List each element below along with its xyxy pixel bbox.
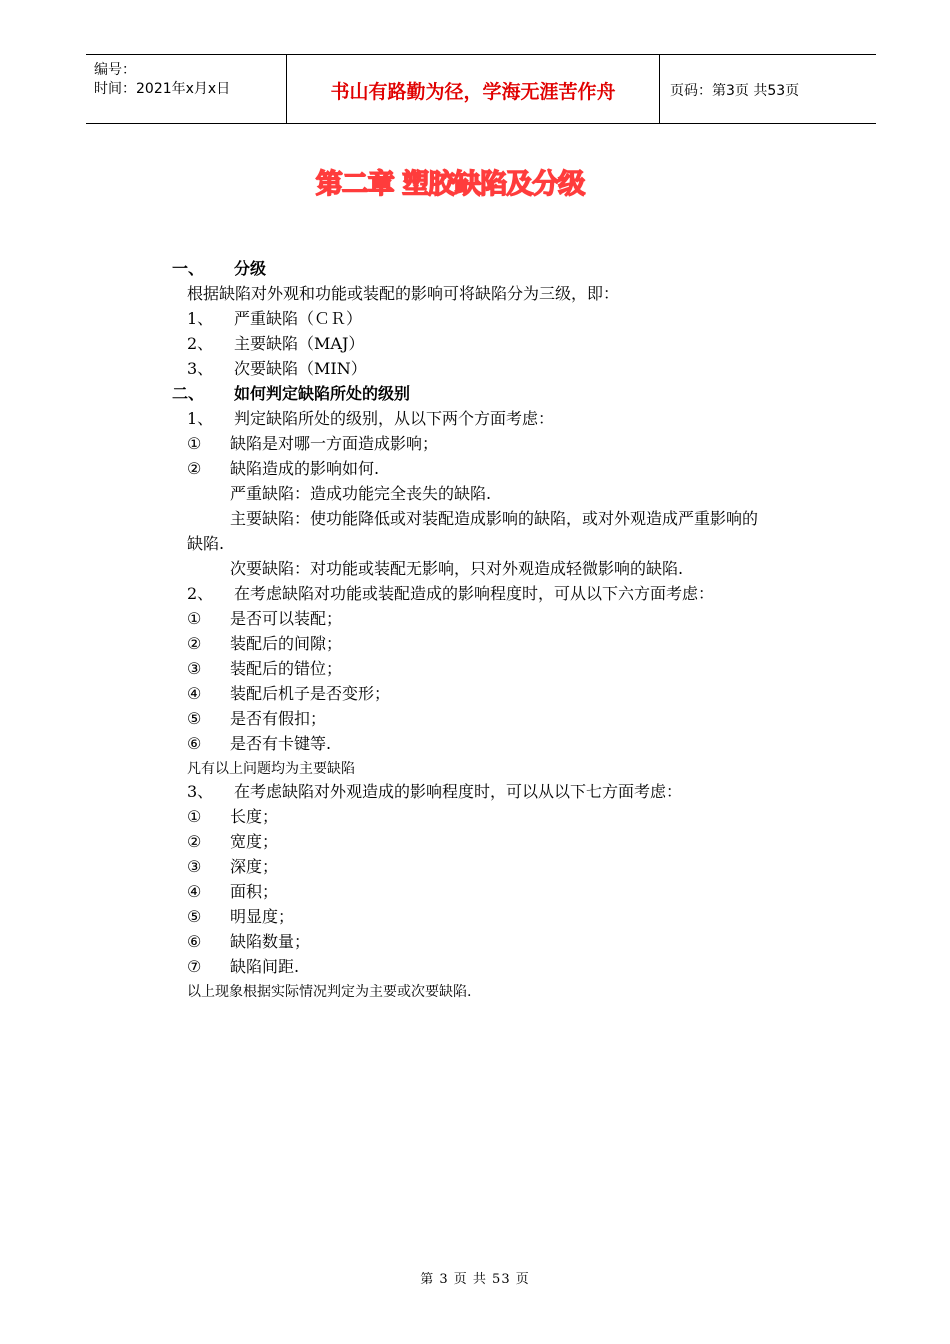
section-2-number: 二、 bbox=[172, 384, 205, 403]
list-item-number: ① bbox=[187, 609, 202, 628]
definition-major-line-2: 缺陷. bbox=[187, 534, 225, 553]
list-item-number: ② bbox=[187, 459, 202, 478]
header-motto: 书山有路勤为径，学海无涯苦作舟 bbox=[330, 81, 616, 103]
point-3-number: 3、 bbox=[187, 782, 214, 801]
list-item-number: ③ bbox=[187, 659, 202, 678]
list-item-number: ① bbox=[187, 434, 202, 453]
point-3-text: 在考虑缺陷对外观造成的影响程度时，可以从以下七方面考虑： bbox=[234, 782, 683, 801]
list-item-text: 缺陷造成的影响如何. bbox=[230, 459, 380, 478]
point-2-note: 凡有以上问题均为主要缺陷 bbox=[187, 761, 355, 777]
list-item-text: 是否可以装配； bbox=[230, 609, 343, 628]
level-item-text: 主要缺陷（MAJ） bbox=[234, 334, 365, 353]
section-1-title: 分级 bbox=[234, 259, 267, 278]
definition-minor: 次要缺陷：对功能或装配无影响，只对外观造成轻微影响的缺陷. bbox=[230, 559, 684, 578]
level-item-number: 2、 bbox=[187, 334, 214, 353]
level-item-number: 3、 bbox=[187, 359, 214, 378]
list-item-text: 深度； bbox=[230, 857, 279, 876]
list-item-number: ② bbox=[187, 832, 202, 851]
list-item-text: 明显度； bbox=[230, 907, 295, 926]
page-header bbox=[86, 54, 876, 124]
page-footer: 第 3 页 共 53 页 bbox=[420, 1272, 530, 1287]
definition-critical: 严重缺陷：造成功能完全丧失的缺陷. bbox=[230, 484, 492, 503]
header-info-cell bbox=[86, 55, 287, 123]
section-2-title: 如何判定缺陷所处的级别 bbox=[234, 384, 411, 403]
level-item-text: 次要缺陷（MIN） bbox=[234, 359, 367, 378]
section-1-number: 一、 bbox=[172, 259, 205, 278]
list-item-text: 装配后的错位； bbox=[230, 659, 343, 678]
list-item-text: 装配后机子是否变形； bbox=[230, 684, 391, 703]
list-item-number: ⑤ bbox=[187, 907, 202, 926]
list-item-text: 长度； bbox=[230, 807, 279, 826]
list-item-number: ⑤ bbox=[187, 709, 202, 728]
list-item-text: 缺陷间距. bbox=[230, 957, 300, 976]
chapter-title: 第二章 塑胶缺陷及分级 bbox=[315, 169, 585, 200]
list-item-number: ④ bbox=[187, 882, 202, 901]
list-item-text: 面积； bbox=[230, 882, 279, 901]
header-page-number: 页码：第3页 共53页 bbox=[670, 83, 800, 99]
point-1-text: 判定缺陷所处的级别，从以下两个方面考虑： bbox=[234, 409, 555, 428]
list-item-number: ③ bbox=[187, 857, 202, 876]
document-number-label: 编号： bbox=[94, 62, 136, 78]
list-item-text: 宽度； bbox=[230, 832, 279, 851]
list-item-text: 缺陷是对哪一方面造成影响； bbox=[230, 434, 439, 453]
point-1-number: 1、 bbox=[187, 409, 214, 428]
level-item-number: 1、 bbox=[187, 309, 214, 328]
list-item-number: ② bbox=[187, 634, 202, 653]
section-1-intro: 根据缺陷对外观和功能或装配的影响可将缺陷分为三级，即： bbox=[187, 284, 620, 303]
list-item-text: 是否有卡键等. bbox=[230, 734, 332, 753]
list-item-text: 缺陷数量； bbox=[230, 932, 311, 951]
list-item-text: 是否有假扣； bbox=[230, 709, 327, 728]
list-item-number: ⑥ bbox=[187, 932, 202, 951]
point-2-number: 2、 bbox=[187, 584, 214, 603]
list-item-number: ⑥ bbox=[187, 734, 202, 753]
list-item-number: ④ bbox=[187, 684, 202, 703]
list-item-number: ⑦ bbox=[187, 957, 202, 976]
header-page-cell bbox=[660, 55, 876, 123]
point-2-text: 在考虑缺陷对功能或装配造成的影响程度时，可从以下六方面考虑： bbox=[234, 584, 715, 603]
definition-major-line-1: 主要缺陷：使功能降低或对装配造成影响的缺陷，或对外观造成严重影响的 bbox=[230, 509, 759, 528]
list-item-text: 装配后的间隙； bbox=[230, 634, 343, 653]
list-item-number: ① bbox=[187, 807, 202, 826]
point-3-note: 以上现象根据实际情况判定为主要或次要缺陷. bbox=[187, 984, 472, 1000]
level-item-text: 严重缺陷（ＣＲ） bbox=[234, 309, 363, 328]
header-motto-cell bbox=[287, 55, 660, 123]
document-time-label: 时间：2021年x月x日 bbox=[94, 81, 231, 97]
